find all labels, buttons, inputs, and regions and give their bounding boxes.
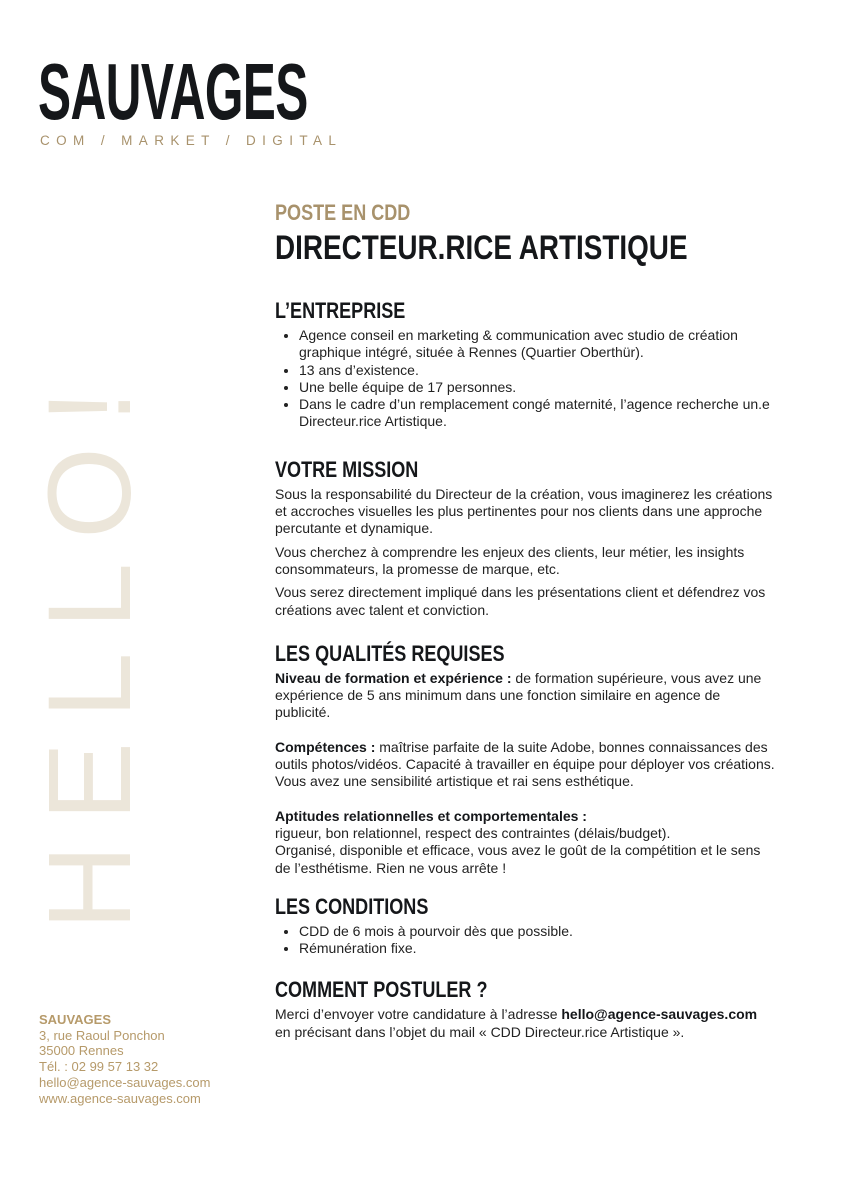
contact-email[interactable]: hello@agence-sauvages.com — [39, 1074, 211, 1090]
list-item: • Une belle équipe de 17 personnes. — [299, 379, 775, 396]
contact-phone: Tél. : 02 99 57 13 32 — [39, 1059, 159, 1075]
mission-paragraph: Vous cherchez à comprendre les enjeux des clients, leur métier, les insights consommateurs, la promesse de marque, etc. — [275, 543, 745, 577]
conditions-list — [275, 923, 775, 958]
section-qualites — [275, 641, 775, 877]
aptitudes-label: Aptitudes relationnelles et comportementales : — [275, 807, 587, 824]
section-heading-conditions: LES CONDITIONS — [275, 893, 429, 919]
job-posting — [275, 200, 775, 1041]
section-heading-postuler: COMMENT POSTULER ? — [275, 977, 488, 1003]
section-mission — [275, 457, 775, 619]
contact-company-name: SAUVAGES — [39, 1012, 111, 1027]
aptitudes-line-2: Organisé, disponible et efficace, vous avez le goût de la compétition et le sens de l’esthétisme. Rien ne vous arrête ! — [275, 842, 761, 876]
hello-decoration: HELLO! — [24, 366, 156, 930]
mission-paragraph: Sous la responsabilité du Directeur de la création, vous imaginerez les créations et accroches visuelles les plus pertinentes pour nos clients dans une approche percutante et dynamique. — [275, 485, 773, 537]
formation-text: de formation supérieure, vous avez une expérience de 5 ans minimum dans une fonction similaire en agence de publicité. — [275, 669, 762, 721]
list-item: • 13 ans d’existence. — [299, 362, 775, 379]
competences-text: maîtrise parfaite de la suite Adobe, bonnes connaissances des outils photos/vidéos. Capacité à travailler en équipe pour déployer vos créations. Vous avez une sensibilité artistique et rai sens esthétique. — [275, 738, 775, 790]
qualite-competences — [275, 739, 775, 791]
section-entreprise — [275, 298, 775, 431]
section-postuler — [275, 977, 775, 1041]
contact-street: 3, rue Raoul Ponchon — [39, 1027, 165, 1043]
section-conditions — [275, 894, 775, 958]
competences-label: Compétences : — [275, 738, 376, 755]
job-kicker: POSTE EN CDD — [275, 200, 411, 225]
postuler-text-after: en précisant dans l’objet du mail « CDD Directeur.rice Artistique ». — [275, 1023, 685, 1040]
qualite-formation — [275, 670, 775, 722]
formation-label: Niveau de formation et expérience : — [275, 669, 512, 686]
list-item: • Agence conseil en marketing & communication avec studio de création graphique intégré, située à Rennes (Quartier Oberthür). — [299, 327, 775, 362]
section-heading-entreprise: L’ENTREPRISE — [275, 298, 406, 323]
aptitudes-line-1: rigueur, bon relationnel, respect des contraintes (délais/budget). — [275, 824, 671, 841]
postuler-email[interactable]: hello@agence-sauvages.com — [561, 1006, 758, 1023]
postuler-text-before: Merci d’envoyer votre candidature à l’adresse — [275, 1006, 562, 1023]
entreprise-list — [275, 327, 775, 431]
company-logo: SAUVAGES — [38, 47, 308, 136]
contact-website[interactable]: www.agence-sauvages.com — [39, 1090, 201, 1106]
list-item: • Rémunération fixe. — [299, 940, 775, 957]
company-tagline: COM / MARKET / DIGITAL — [40, 133, 343, 148]
list-item: • Dans le cadre d’un remplacement congé maternité, l’agence recherche un.e Directeur.rice Artistique. — [299, 396, 775, 431]
section-heading-qualites: LES QUALITÉS REQUISES — [275, 640, 505, 666]
contact-city: 35000 Rennes — [39, 1043, 124, 1059]
list-item: • CDD de 6 mois à pourvoir dès que possible. — [299, 923, 775, 940]
contact-block — [39, 1012, 210, 1106]
job-title: DIRECTEUR.RICE ARTISTIQUE — [275, 229, 688, 267]
section-heading-mission: VOTRE MISSION — [275, 456, 419, 482]
qualite-aptitudes — [275, 808, 775, 877]
mission-paragraph: Vous serez directement impliqué dans les présentations client et défendrez vos créations avec talent et conviction. — [275, 584, 766, 618]
